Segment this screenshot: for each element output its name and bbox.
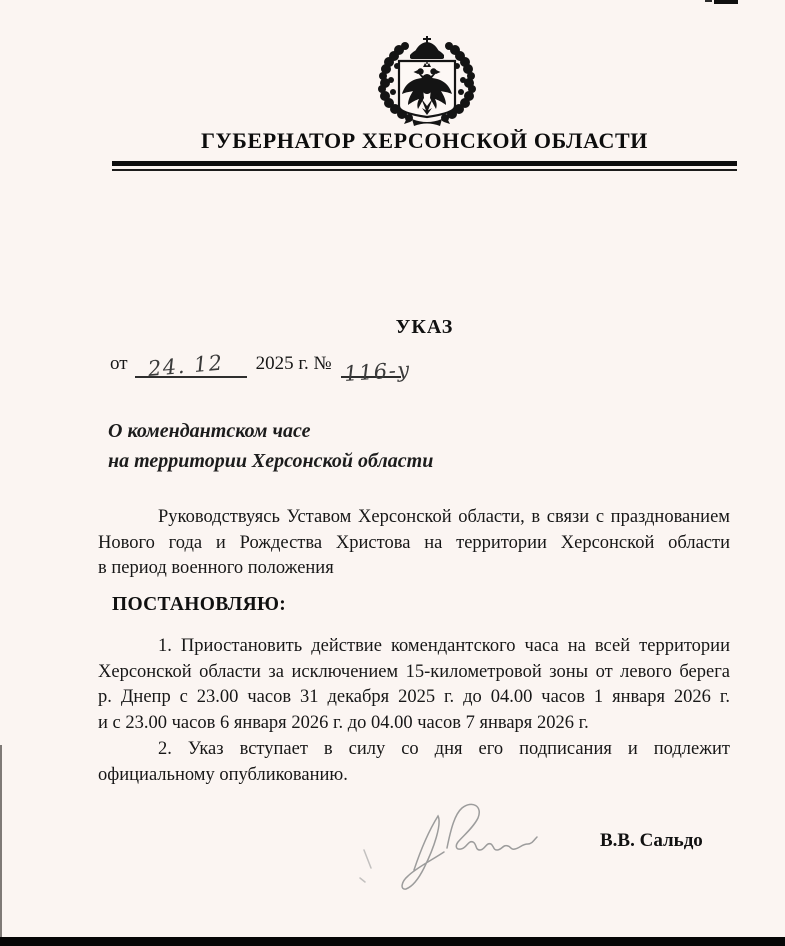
body-line: официальному опубликованию.: [98, 764, 348, 785]
body-line: и с 23.00 часов 6 января 2026 г. до 04.00 часов 7 января 2026 г.: [98, 713, 589, 734]
body-line: Нового года и Рождества Христова на территории Херсонской области: [98, 532, 730, 553]
body-line: в период военного положения: [98, 558, 334, 579]
year-number-label: 2025 г. №: [255, 353, 332, 374]
header-rule-thin: [112, 169, 737, 171]
subject-line: О комендантском часе: [108, 420, 311, 442]
body-line: Руководствуясь Уставом Херсонской области, в связи с празднованием: [158, 507, 730, 527]
signature-scribble-icon: [350, 790, 560, 895]
resolution-word: ПОСТАНОВЛЯЮ:: [112, 594, 287, 615]
org-title: ГУБЕРНАТОР ХЕРСОНСКОЙ ОБЛАСТИ: [200, 128, 649, 153]
scan-edge-bottom: [0, 937, 785, 946]
preamble: [98, 505, 730, 582]
body-line: р. Днепр с 23.00 часов 31 декабря 2025 г. до 04.00 часов 1 января 2026 г.: [98, 687, 730, 708]
date-blank-field: [135, 350, 247, 381]
handwritten-date: 24. 12: [146, 350, 225, 381]
body-line: Херсонской области за исключением 15-километровой зоны от левого берега: [98, 661, 730, 682]
scan-edge-top-mark: [714, 0, 738, 4]
scan-edge-left: [0, 745, 2, 937]
subject-line: на территории Херсонской области: [108, 450, 434, 472]
body-line: 1. Приостановить действие комендантского часа на всей территории: [158, 636, 730, 656]
decree-subject: [108, 416, 433, 476]
number-blank-field: [341, 350, 412, 386]
date-prefix: от: [110, 353, 128, 374]
date-line: [110, 350, 412, 386]
handwritten-number: 116-у: [342, 357, 412, 386]
body-line: 2. Указ вступает в силу со дня его подписания и подлежит: [158, 738, 730, 759]
scan-edge-top-mark-small: [705, 0, 712, 2]
decree-items: [98, 634, 730, 788]
header-rule-thick: [112, 161, 737, 166]
decree-heading: УКАЗ: [395, 316, 454, 338]
coat-of-arms-icon: [372, 36, 482, 128]
header-rule: [112, 161, 737, 171]
signer-name: В.В. Сальдо: [600, 830, 703, 851]
